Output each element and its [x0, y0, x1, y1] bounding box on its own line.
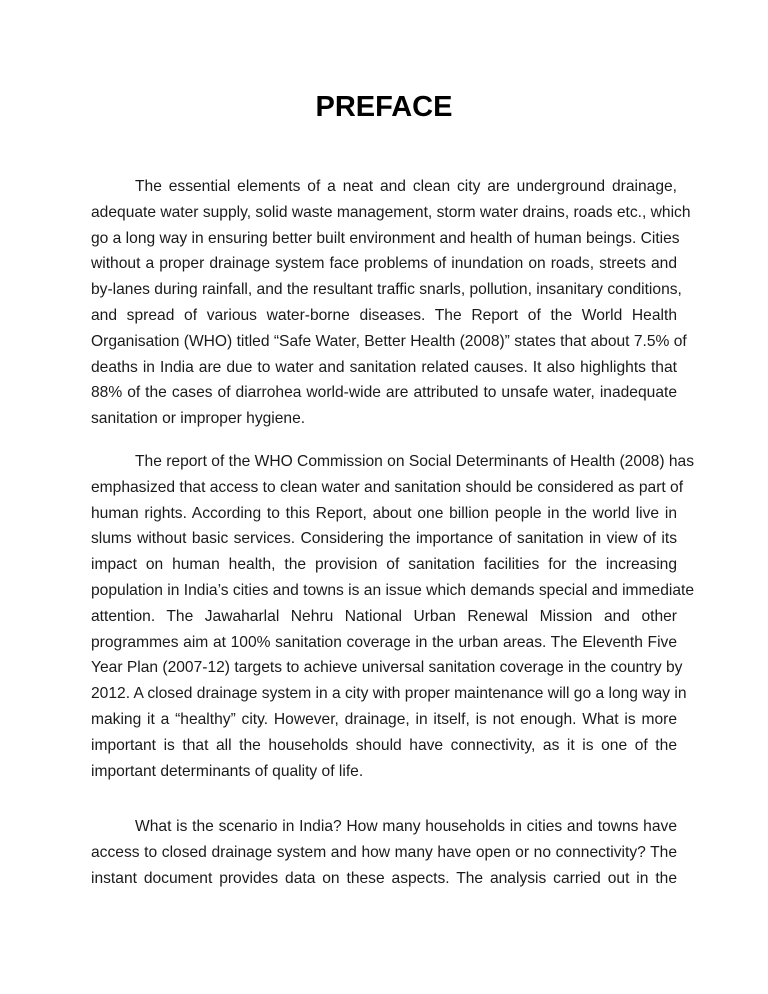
text-line: human rights. According to this Report, about one billion people in the world live in: [91, 504, 677, 522]
text-line: impact on human health, the provision of sanitation facilities for the increasing: [91, 556, 677, 574]
text-line: deaths in India are due to water and sanitation related causes. It also highlights that: [91, 358, 677, 376]
text-line: instant document provides data on these aspects. The analysis carried out in the: [91, 869, 677, 887]
text-line: 2012. A closed drainage system in a city with proper maintenance will go a long way in: [91, 685, 687, 703]
paragraph-3: [91, 814, 677, 891]
text-line: go a long way in ensuring better built environment and health of human beings. Cities: [91, 229, 680, 247]
text-line: programmes aim at 100% sanitation coverage in the urban areas. The Eleventh Five: [91, 633, 677, 651]
text-line: and spread of various water-borne diseases. The Report of the World Health: [91, 306, 677, 324]
text-line: The essential elements of a neat and clean city are underground drainage,: [135, 178, 677, 195]
text-line: important determinants of quality of life.: [91, 762, 364, 780]
paragraph-1: [91, 174, 691, 432]
text-line: The report of the WHO Commission on Social Determinants of Health (2008) has: [135, 453, 695, 470]
page-title: PREFACE: [315, 91, 453, 123]
text-line: 88% of the cases of diarrohea world-wide are attributed to unsafe water, inadequate: [91, 384, 677, 402]
text-line: slums without basic services. Considering the importance of sanitation in view of its: [91, 530, 677, 548]
text-line: population in India’s cities and towns is an issue which demands special and immediate: [91, 581, 695, 599]
text-line: important is that all the households should have connectivity, as it is one of the: [91, 736, 677, 754]
text-line: making it a “healthy” city. However, drainage, in itself, is not enough. What is more: [91, 710, 677, 728]
text-line: by-lanes during rainfall, and the resultant traffic snarls, pollution, insanitary conditions,: [91, 281, 682, 299]
text-line: What is the scenario in India? How many households in cities and towns have: [135, 818, 677, 835]
text-line: sanitation or improper hygiene.: [91, 410, 306, 428]
text-line: adequate water supply, solid waste management, storm water drains, roads etc., which: [91, 203, 691, 221]
text-line: without a proper drainage system face problems of inundation on roads, streets and: [91, 255, 677, 273]
paragraph-2: [91, 449, 695, 784]
text-line: attention. The Jawaharlal Nehru National Urban Renewal Mission and other: [91, 607, 677, 625]
text-line: emphasized that access to clean water and sanitation should be considered as part of: [91, 478, 684, 496]
text-line: Year Plan (2007-12) targets to achieve universal sanitation coverage in the country by: [91, 659, 683, 677]
text-line: access to closed drainage system and how many have open or no connectivity? The: [91, 843, 677, 861]
text-line: Organisation (WHO) titled “Safe Water, Better Health (2008)” states that about 7.5% of: [91, 332, 687, 350]
